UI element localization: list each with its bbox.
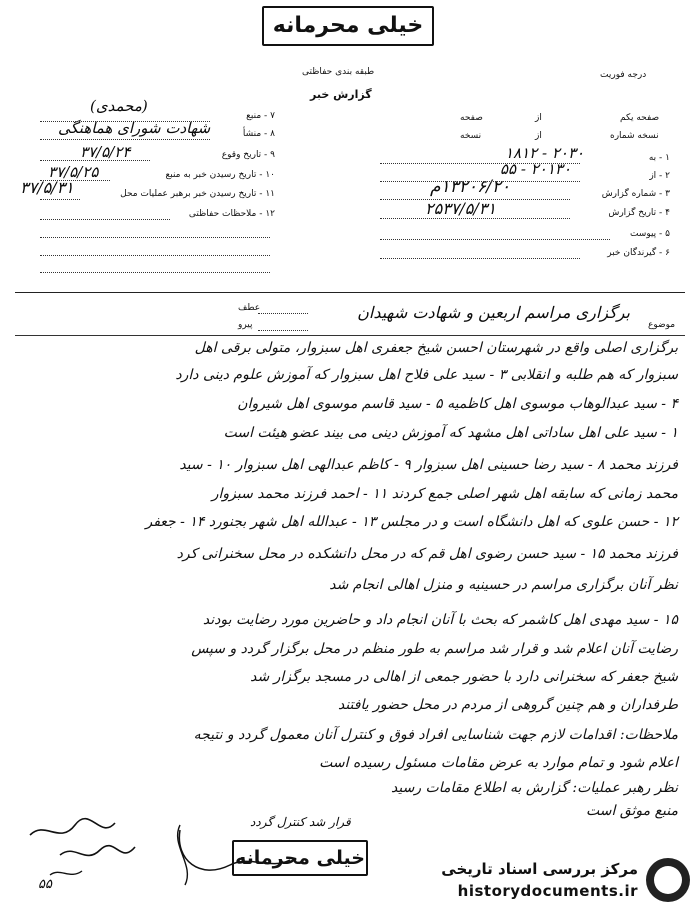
dotted-line <box>40 219 170 220</box>
body-line: منبع موثق است <box>586 803 678 819</box>
dotted-line <box>40 199 80 200</box>
dotted-line <box>380 239 610 240</box>
peyro-label: پیرو <box>238 320 253 330</box>
dotted-line <box>380 218 570 219</box>
left-form-row: ۹ - تاریخ وقوع <box>221 150 275 160</box>
left-form-row: ۱۱ - تاریخ رسیدن خبر برهبر عملیات محل <box>120 189 275 199</box>
right-form-row: ۴ - تاریخ گزارش <box>608 208 670 218</box>
body-line: شیخ جعفر که سخنرانی دارد با حضور جمعی از اهالی در مسجد برگزار شد <box>250 669 678 685</box>
left-form-row: ۱۰ - تاریخ رسیدن خبر به منبع <box>165 170 275 180</box>
left-form-row: ۷ - منبع <box>246 111 275 121</box>
subject-value: برگزاری مراسم اربعین و شهادت شهیدان <box>357 303 630 322</box>
bottom-classification-stamp: خیلی محرمانه <box>232 840 368 876</box>
body-line: رضایت آنان اعلام شد و قرار شد مراسم به طور منظم در محل برگزار گردد و سپس <box>191 641 678 657</box>
watermark <box>420 858 690 910</box>
page-word: صفحه <box>460 113 483 123</box>
top-classification-stamp: خیلی محرمانه <box>262 6 434 46</box>
dotted-line <box>40 160 150 161</box>
body-line: فرزند محمد ۱۵ - سید حسن رضوی اهل قم که در محل دانشکده در محل سخنرانی کرد <box>176 546 678 562</box>
copy-word: نسخه <box>460 131 482 141</box>
page-mark: ۵۵ <box>38 877 52 892</box>
body-line: ۱۲ - حسن علوی که اهل دانشگاه است و در مجلس ۱۳ - عبدالله اهل شهر بجنورد ۱۴ - جعفر <box>145 514 678 530</box>
right-form-value: ۲۵۳۷/۵/۳۱ <box>425 199 496 218</box>
body-line: محمد زمانی که سابقه اهل شهر اصلی جمع کردند ۱۱ - احمد فرزند محمد سبزوار <box>211 486 678 502</box>
left-form-row: ۸ - منشأ <box>242 129 275 139</box>
dotted-line <box>380 163 580 164</box>
subject-label: موضوع <box>648 320 676 330</box>
left-form-value: ۳۷/۵/۳۱ <box>20 178 74 197</box>
dotted-line <box>258 330 308 331</box>
body-line: طرفداران و هم چنین گروهی از مردم در محل حضور یافتند <box>337 697 678 713</box>
right-form-row: ۵ - پیوست <box>629 229 670 239</box>
right-form-row: ۱ - به <box>648 153 670 163</box>
form-divider <box>15 292 685 293</box>
page-of: از <box>535 113 542 123</box>
right-form-value: ۲۰۱۳۰ - ۵۵ <box>500 160 572 178</box>
body-line: فرزند محمد ۸ - سید رضا حسینی اهل سبزوار ۹ - کاظم عبدالهی اهل سبزوار ۱۰ - سید <box>179 457 678 473</box>
dotted-line <box>380 181 580 182</box>
dotted-line <box>380 258 580 259</box>
body-line: برگزاری اصلی واقع در شهرستان احسن شیخ جعفری اهل سبزوار، متولی برقی اهل <box>194 340 678 356</box>
dotted-line <box>40 121 210 122</box>
body-line: ملاحظات: اقدامات لازم جهت شناسایی افراد فوق و کنترل آنان معمول گردد و نتیجه <box>193 727 678 743</box>
body-line: ۱۵ - سید مهدی اهل کاشمر که بحث با آنان انجام داد و حاضرین مورد رضایت بودند <box>202 612 678 628</box>
dotted-line <box>40 139 210 140</box>
dotted-line <box>40 255 270 256</box>
right-form-row: ۲ - از <box>649 171 670 181</box>
watermark-logo-inner <box>654 866 682 894</box>
copy-of: از <box>535 131 542 141</box>
watermark-url: historydocuments.ir <box>457 882 638 900</box>
right-form-value: ۱۳۲۰۶/۲۰م <box>430 177 511 197</box>
left-form-value: شهادت شورای هماهنگی <box>58 119 211 137</box>
dotted-line <box>380 199 570 200</box>
right-form-value: ۲۰۳۰ - ۱۸۱۲ <box>505 144 585 162</box>
body-line: اعلام شود و تمام موارد به عرض مقامات مسئول رسیده است <box>319 755 678 771</box>
left-form-value: ۳۷/۵/۲۴ <box>80 143 131 161</box>
copy-label: نسخه شماره <box>610 131 659 141</box>
report-title: گزارش خبر <box>310 88 372 101</box>
left-form-row: ۱۲ - ملاحظات حفاظتی <box>188 209 275 219</box>
priority-label: درجه فوریت <box>600 70 647 80</box>
body-line: ۱ - سید علی اهل ساداتی اهل مشهد که آموزش دینی می بیند عضو هیئت است <box>223 425 678 441</box>
page-label: صفحه یکم <box>620 113 660 123</box>
watermark-text: مرکز بررسی اسناد تاریخی <box>441 860 638 878</box>
right-form-row: ۳ - شماره گزارش <box>601 189 670 199</box>
dotted-line <box>40 237 270 238</box>
body-line: سبزوار که هم طلبه و انقلابی ۳ - سید علی فلاح اهل سبزوار که آموزش علوم دینی دارد <box>175 367 678 383</box>
body-line: نظر رهبر عملیات: گزارش به اطلاع مقامات رسید <box>391 780 678 796</box>
left-form-value: (محمدی) <box>90 97 148 115</box>
body-line: ۴ - سید عبدالوهاب موسوی اهل کاظمیه ۵ - سید قاسم موسوی اهل شیروان <box>237 396 678 412</box>
right-form-row: ۶ - گیرندگان خبر <box>607 248 670 258</box>
subject-divider <box>15 335 685 336</box>
dotted-line <box>40 180 110 181</box>
body-line: نظر آنان برگزاری مراسم در حسینیه و منزل اهالی انجام شد <box>329 577 678 593</box>
left-form-value: ۳۷/۵/۲۵ <box>48 163 99 181</box>
signature-note: قرار شد کنترل گردد <box>250 815 351 829</box>
classification-label: طبقه بندی حفاظتی <box>302 67 375 77</box>
atf-label: عطف <box>238 303 261 313</box>
dotted-line <box>40 272 270 273</box>
dotted-line <box>258 313 308 314</box>
